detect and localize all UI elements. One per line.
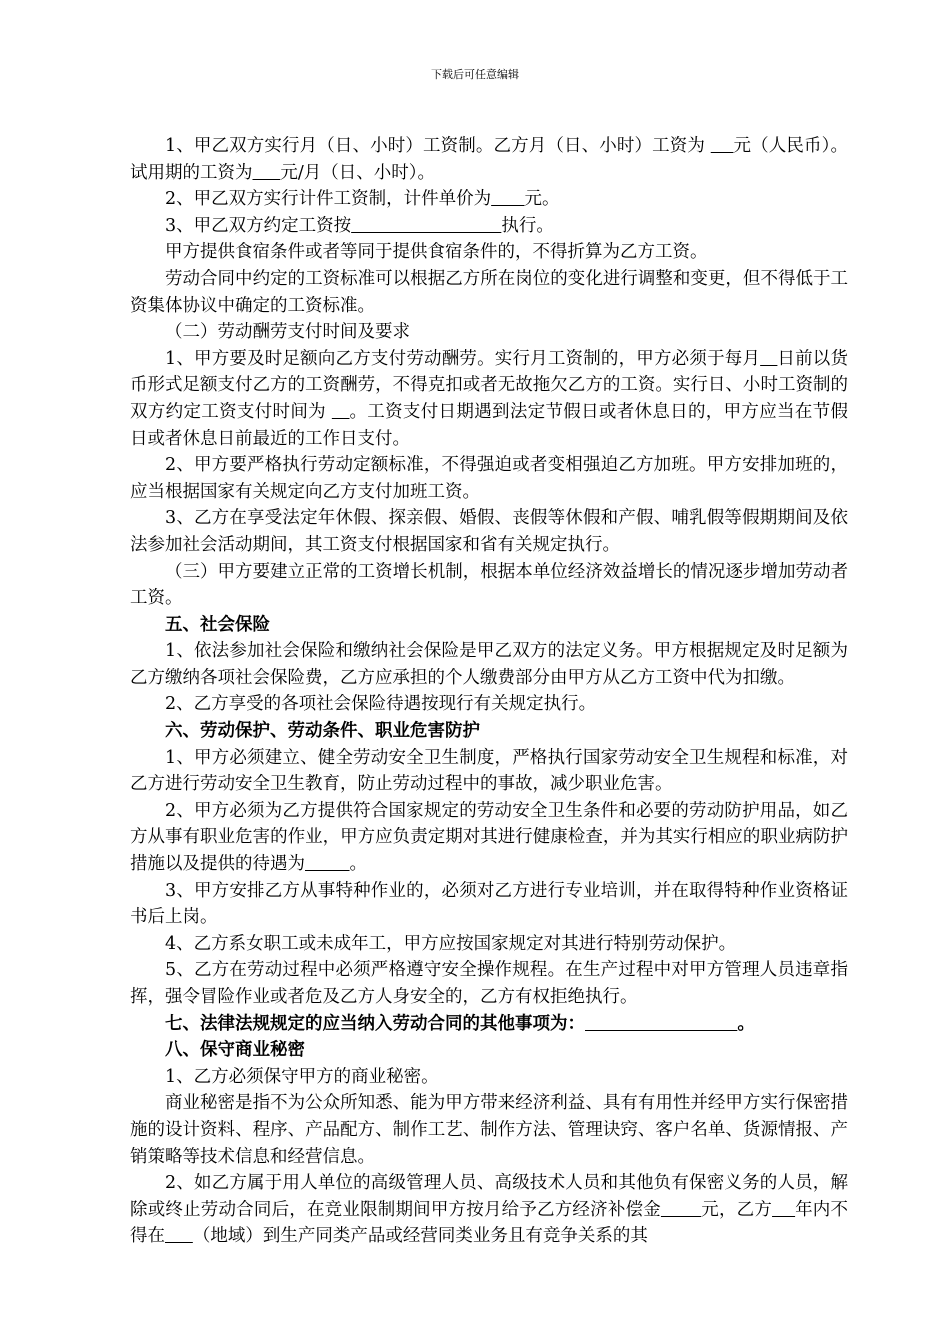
paragraph-insurance-benefits: 2、乙方享受的各项社会保险待遇按现行有关规定执行。 (165, 694, 597, 715)
paragraph-overtime: 2、甲方要严格执行劳动定额标准，不得强迫或者变相强迫乙方加班。甲方安排加班的，应当根据国家有关规定向乙方支付加班工资。 (130, 455, 848, 502)
section-heading-other-matters: 七、法律法规规定的应当纳入劳动合同的其他事项为： 。 (165, 1013, 755, 1034)
paragraph-secret-definition: 商业秘密是指不为公众所知悉、能为甲方带来经济利益、具有有用性并经甲方实行保密措施的设计资料、程序、产品配方、制作工艺、制作方法、管理诀窍、客户名单、货源情报、产销策略等技术信息和经营信息。 (130, 1093, 848, 1167)
paragraph-protective-equipment: 2、甲方必须为乙方提供符合国家规定的劳动安全卫生条件和必要的劳动防护用品，如乙方从事有职业危害的作业，甲方应负责定期对其进行健康检查，并为其实行相应的职业病防护措施以及提供的待遇为 。 (130, 800, 848, 875)
fill-in-blank (491, 189, 524, 209)
paragraph-insurance-duty: 1、依法参加社会保险和缴纳社会保险是甲乙双方的法定义务。甲方根据规定及时足额为乙方缴纳各项社会保险费，乙方应承担的个人缴费部分由甲方从乙方工资中代为扣缴。 (130, 641, 848, 688)
paragraph-wage-adjustment: 劳动合同中约定的工资标准可以根据乙方所在岗位的变化进行调整和变更，但不得低于工资集体协议中确定的工资标准。 (130, 268, 848, 316)
document-body (130, 133, 848, 1250)
fill-in-blank (585, 1014, 737, 1034)
paragraph-leave-pay: 3、乙方在享受法定年休假、探亲假、婚假、丧假等休假和产假、哺乳假等假期期间及依法参加社会活动期间，其工资支付根据国家和省有关规定执行。 (130, 508, 848, 555)
paragraph-payment-timely: 1、甲方要及时足额向乙方支付劳动酬劳。实行月工资制的，甲方必须于每月 日前以货币形式足额支付乙方的工资酬劳，不得克扣或者无故拖欠乙方的工资。实行日、小时工资制的双方约定工资支付时间为 。工资支付日期遇到法定节假日或者休息日的，甲方应当在节假日或者休息日前最近的工作日支付。 (130, 348, 848, 449)
fill-in-blank (305, 854, 350, 874)
fill-in-blank (760, 349, 777, 369)
fill-in-blank (165, 1226, 193, 1246)
section-heading-labor-protection: 六、劳动保护、劳动条件、职业危害防护 (165, 721, 480, 742)
paragraph-special-operations: 3、甲方安排乙方从事特种作业的，必须对乙方进行专业培训，并在取得特种作业资格证书后上岗。 (130, 880, 848, 928)
fill-in-blank (711, 136, 734, 156)
paragraph-safety-system: 1、甲方必须建立、健全劳动安全卫生制度，严格执行国家劳动安全卫生规程和标准，对乙方进行劳动安全卫生教育，防止劳动过程中的事故，减少职业危害。 (130, 747, 848, 795)
section-heading-social-insurance: 五、社会保险 (165, 614, 270, 635)
paragraph-monthly-wage: 1、甲乙双方实行月（日、小时）工资制。乙方月（日、小时）工资为 元（人民币）。试用期的工资为 元/月（日、小时）。 (130, 136, 848, 183)
fill-in-blank (253, 163, 281, 183)
page-header: 下载后可任意编辑 (431, 68, 519, 81)
fill-in-blank (351, 216, 501, 236)
paragraph-agreed-wage: 3、甲乙双方约定工资按 执行。 (165, 215, 554, 236)
fill-in-blank (661, 1200, 701, 1220)
fill-in-blank (772, 1200, 795, 1220)
fill-in-blank (332, 402, 350, 422)
paragraph-piece-wage: 2、甲乙双方实行计件工资制，计件单价为 元。 (165, 189, 560, 210)
subsection-wage-growth: （三）甲方要建立正常的工资增长机制，根据本单位经济效益增长的情况逐步增加劳动者工资。 (130, 561, 848, 609)
paragraph-food-lodging: 甲方提供食宿条件或者等同于提供食宿条件的，不得折算为乙方工资。 (165, 242, 708, 263)
subsection-payment-time: （二）劳动酬劳支付时间及要求 (165, 322, 410, 343)
paragraph-keep-secrets: 1、乙方必须保守甲方的商业秘密。 (165, 1066, 439, 1087)
paragraph-non-compete: 2、如乙方属于用人单位的高级管理人员、高级技术人员和其他负有保密义务的人员，解除或终止劳动合同后，在竞业限制期间甲方按月给予乙方经济补偿金 元，乙方 年内不得在 （地域）到生产同类产品或经营同类业务且有竞争关系的其 (130, 1173, 848, 1247)
section-heading-trade-secrets: 八、保守商业秘密 (165, 1040, 305, 1061)
paragraph-female-minor-workers: 4、乙方系女职工或未成年工，甲方应按国家规定对其进行特别劳动保护。 (165, 933, 737, 954)
paragraph-refuse-unsafe: 5、乙方在劳动过程中必须严格遵守安全操作规程。在生产过程中对甲方管理人员违章指挥，强令冒险作业或者危及乙方人身安全的，乙方有权拒绝执行。 (130, 960, 848, 1007)
